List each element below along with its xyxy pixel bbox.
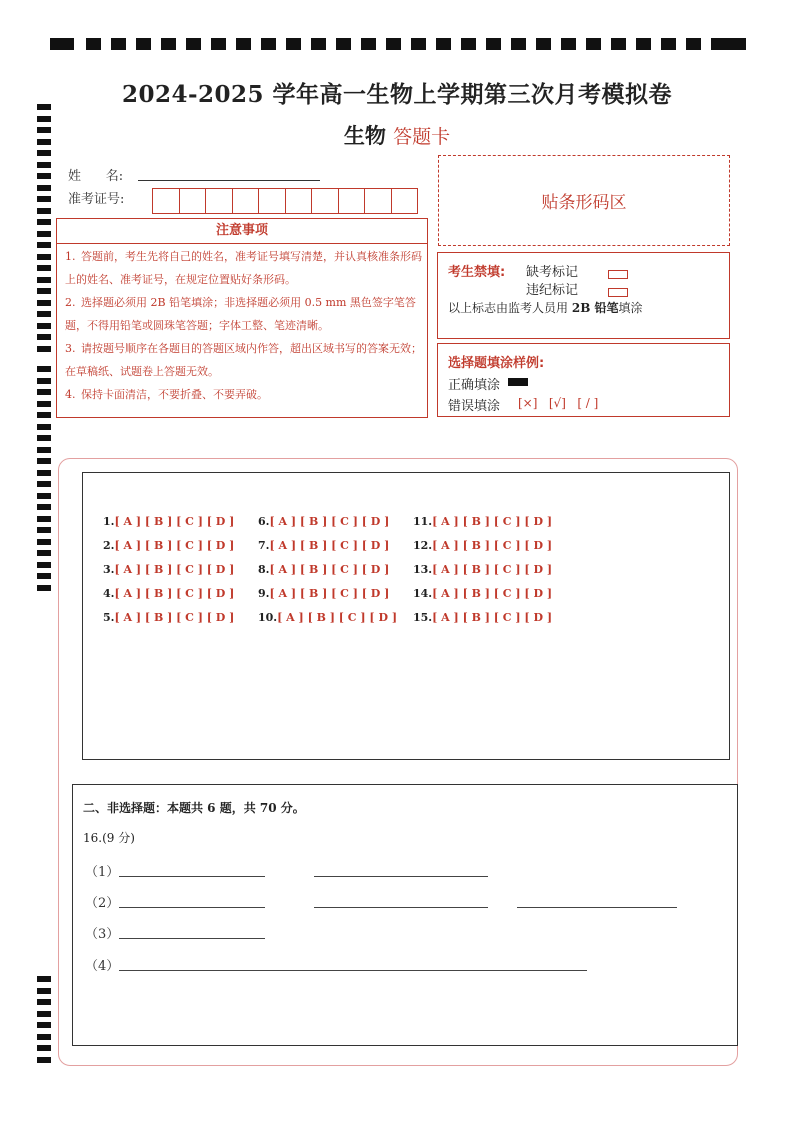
timing-mark bbox=[661, 38, 676, 50]
timing-mark bbox=[37, 527, 51, 533]
timing-mark bbox=[436, 38, 451, 50]
correct-label: 正确填涂 bbox=[448, 378, 501, 393]
timing-mark bbox=[111, 38, 126, 50]
option-bubbles[interactable]: [ A ] [ B ] [ C ] [ D ] bbox=[114, 539, 235, 552]
fill-sample-box bbox=[437, 343, 730, 417]
proctor-label: 考生禁填: bbox=[448, 265, 506, 280]
mcq-item[interactable] bbox=[413, 563, 552, 576]
exam-id-cell[interactable] bbox=[339, 189, 366, 213]
option-bubbles[interactable]: [ A ] [ B ] [ C ] [ D ] bbox=[432, 611, 553, 624]
timing-mark bbox=[37, 424, 51, 430]
absent-mark[interactable] bbox=[608, 270, 628, 279]
part-3-label: （3） bbox=[85, 927, 120, 942]
barcode-label: 贴条形码区 bbox=[541, 193, 627, 213]
notice-heading: 注意事项 bbox=[57, 219, 427, 244]
timing-mark bbox=[37, 976, 51, 982]
option-bubbles[interactable]: [ A ] [ B ] [ C ] [ D ] bbox=[114, 611, 235, 624]
exam-id-cell[interactable] bbox=[259, 189, 286, 213]
timing-mark bbox=[37, 288, 51, 294]
timing-mark bbox=[86, 38, 101, 50]
timing-mark bbox=[37, 173, 51, 179]
timing-mark bbox=[136, 38, 151, 50]
question-number: 10. bbox=[258, 611, 278, 624]
timing-mark bbox=[720, 38, 746, 50]
part-2-label: （2） bbox=[85, 896, 120, 911]
answer-line[interactable] bbox=[314, 907, 488, 908]
timing-mark bbox=[37, 562, 51, 568]
timing-mark bbox=[286, 38, 301, 50]
timing-mark bbox=[37, 162, 51, 168]
exam-id-cell[interactable] bbox=[233, 189, 260, 213]
timing-mark bbox=[37, 1057, 51, 1063]
subject-title bbox=[0, 120, 794, 150]
notice-item-1: 1. 答题前，考生先将自己的姓名，准考证号填写清楚，并认真核准条形码上的姓名、准考证号，在规定位置贴好条形码。 bbox=[65, 250, 422, 286]
option-bubbles[interactable]: [ A ] [ B ] [ C ] [ D ] bbox=[269, 587, 390, 600]
timing-mark bbox=[186, 38, 201, 50]
card-label: 答题卡 bbox=[393, 126, 451, 148]
exam-id-label: 准考证号: bbox=[68, 192, 125, 207]
wrong-fill-samples: [×] [√] [ / ] bbox=[518, 396, 599, 410]
answer-line[interactable] bbox=[314, 876, 488, 877]
page-title: 2024-2025 学年高一生物上学期第三次月考模拟卷 bbox=[121, 81, 673, 108]
timing-mark bbox=[37, 389, 51, 395]
name-label: 姓 名: bbox=[68, 169, 124, 184]
mcq-item[interactable] bbox=[413, 611, 552, 624]
mcq-item[interactable] bbox=[413, 515, 552, 528]
timing-mark bbox=[37, 493, 51, 499]
answer-line[interactable] bbox=[517, 907, 677, 908]
answer-line[interactable] bbox=[119, 876, 265, 877]
mcq-item[interactable] bbox=[103, 587, 234, 600]
mcq-item[interactable] bbox=[413, 539, 552, 552]
option-bubbles[interactable]: [ A ] [ B ] [ C ] [ D ] bbox=[114, 563, 235, 576]
timing-mark bbox=[50, 38, 74, 50]
question-16-label: 16.(9 分) bbox=[83, 831, 135, 845]
timing-mark bbox=[586, 38, 601, 50]
timing-mark bbox=[37, 1034, 51, 1040]
subject-name: 生物 bbox=[343, 123, 386, 148]
timing-mark bbox=[37, 346, 51, 352]
timing-mark bbox=[37, 300, 51, 306]
option-bubbles[interactable]: [ A ] [ B ] [ C ] [ D ] bbox=[114, 587, 235, 600]
option-bubbles[interactable]: [ A ] [ B ] [ C ] [ D ] bbox=[432, 563, 553, 576]
timing-mark bbox=[37, 378, 51, 384]
timing-mark bbox=[37, 550, 51, 556]
timing-mark bbox=[37, 435, 51, 441]
sample-title: 选择题填涂样例: bbox=[448, 356, 545, 371]
part-1-label: （1） bbox=[85, 865, 120, 880]
option-bubbles[interactable]: [ A ] [ B ] [ C ] [ D ] bbox=[432, 515, 553, 528]
proctor-note: 以上标志由监考人员用 2B 铅笔填涂 bbox=[448, 301, 643, 315]
timing-mark bbox=[37, 539, 51, 545]
question-number: 6. bbox=[258, 515, 270, 528]
timing-mark bbox=[37, 219, 51, 225]
name-field[interactable] bbox=[138, 180, 320, 181]
violation-label: 违纪标记 bbox=[526, 283, 579, 298]
question-number: 9. bbox=[258, 587, 270, 600]
timing-mark bbox=[561, 38, 576, 50]
mcq-item[interactable] bbox=[258, 563, 389, 576]
option-bubbles[interactable]: [ A ] [ B ] [ C ] [ D ] bbox=[114, 515, 235, 528]
timing-mark bbox=[37, 254, 51, 260]
exam-id-cell[interactable] bbox=[392, 189, 418, 213]
barcode-area bbox=[438, 155, 730, 246]
question-number: 15. bbox=[413, 611, 433, 624]
top-timing-marks bbox=[50, 38, 746, 52]
question-number: 3. bbox=[103, 563, 115, 576]
timing-mark bbox=[636, 38, 651, 50]
timing-mark bbox=[311, 38, 326, 50]
mcq-item[interactable] bbox=[258, 515, 389, 528]
timing-mark bbox=[686, 38, 701, 50]
timing-mark bbox=[37, 412, 51, 418]
timing-mark bbox=[161, 38, 176, 50]
exam-id-cell[interactable] bbox=[206, 189, 233, 213]
question-number: 11. bbox=[413, 515, 433, 528]
answer-line[interactable] bbox=[119, 907, 265, 908]
mcq-item[interactable] bbox=[258, 587, 389, 600]
non-choice-section bbox=[72, 784, 738, 1046]
mcq-item[interactable] bbox=[103, 563, 234, 576]
exam-id-cell[interactable] bbox=[180, 189, 207, 213]
answer-line[interactable] bbox=[119, 970, 587, 971]
timing-mark bbox=[37, 242, 51, 248]
correct-fill-sample bbox=[508, 378, 528, 386]
timing-mark bbox=[37, 458, 51, 464]
question-number: 2. bbox=[103, 539, 115, 552]
timing-mark bbox=[37, 573, 51, 579]
timing-mark bbox=[37, 277, 51, 283]
exam-id-cell[interactable] bbox=[312, 189, 339, 213]
exam-id-boxes[interactable] bbox=[152, 188, 418, 214]
question-number: 7. bbox=[258, 539, 270, 552]
question-number: 4. bbox=[103, 587, 115, 600]
proctor-only-box bbox=[437, 252, 730, 339]
timing-mark bbox=[37, 481, 51, 487]
option-bubbles[interactable]: [ A ] [ B ] [ C ] [ D ] bbox=[269, 563, 390, 576]
exam-id-cell[interactable] bbox=[153, 189, 180, 213]
timing-mark bbox=[37, 1022, 51, 1028]
exam-id-cell[interactable] bbox=[365, 189, 392, 213]
option-bubbles[interactable]: [ A ] [ B ] [ C ] [ D ] bbox=[432, 539, 553, 552]
timing-mark bbox=[37, 323, 51, 329]
timing-mark bbox=[37, 208, 51, 214]
timing-mark bbox=[37, 516, 51, 522]
timing-mark bbox=[37, 988, 51, 994]
timing-mark bbox=[486, 38, 501, 50]
notice-item-4: 4. 保持卡面清洁，不要折叠、不要弄破。 bbox=[65, 388, 268, 401]
timing-mark bbox=[511, 38, 526, 50]
mcq-item[interactable] bbox=[103, 515, 234, 528]
mcq-item[interactable] bbox=[103, 539, 234, 552]
timing-mark bbox=[37, 196, 51, 202]
absent-label: 缺考标记 bbox=[526, 265, 579, 280]
question-number: 8. bbox=[258, 563, 270, 576]
timing-mark bbox=[37, 504, 51, 510]
option-bubbles[interactable]: [ A ] [ B ] [ C ] [ D ] bbox=[277, 611, 398, 624]
timing-mark bbox=[37, 150, 51, 156]
notice-item-3: 3. 请按题号顺序在各题目的答题区域内作答，超出区域书写的答案无效；在草稿纸、试题卷上答题无效。 bbox=[65, 342, 422, 378]
timing-mark bbox=[386, 38, 401, 50]
option-bubbles[interactable]: [ A ] [ B ] [ C ] [ D ] bbox=[269, 539, 390, 552]
option-bubbles[interactable]: [ A ] [ B ] [ C ] [ D ] bbox=[432, 587, 553, 600]
timing-mark bbox=[461, 38, 476, 50]
timing-mark bbox=[411, 38, 426, 50]
timing-mark bbox=[211, 38, 226, 50]
notice-item-2: 2. 选择题必须用 2B 铅笔填涂；非选择题必须用 0.5 mm 黑色签字笔答题，不得用铅笔或圆珠笔答题；字体工整、笔迹清晰。 bbox=[65, 296, 416, 332]
question-number: 12. bbox=[413, 539, 433, 552]
timing-mark bbox=[37, 265, 51, 271]
multiple-choice-box bbox=[82, 472, 730, 760]
timing-mark bbox=[37, 401, 51, 407]
timing-mark bbox=[336, 38, 351, 50]
wrong-label: 错误填涂 bbox=[448, 399, 501, 414]
timing-mark bbox=[37, 999, 51, 1005]
section2-heading: 二、非选择题：本题共 6 题，共 70 分。 bbox=[83, 801, 305, 815]
question-number: 14. bbox=[413, 587, 433, 600]
timing-mark bbox=[37, 470, 51, 476]
timing-mark bbox=[37, 1011, 51, 1017]
exam-id-cell[interactable] bbox=[286, 189, 313, 213]
mcq-item[interactable] bbox=[103, 611, 234, 624]
mcq-item[interactable] bbox=[258, 539, 389, 552]
part-4-label: （4） bbox=[85, 959, 120, 974]
timing-mark bbox=[37, 311, 51, 317]
timing-mark bbox=[536, 38, 551, 50]
timing-mark bbox=[37, 334, 51, 340]
timing-mark bbox=[261, 38, 276, 50]
question-number: 5. bbox=[103, 611, 115, 624]
option-bubbles[interactable]: [ A ] [ B ] [ C ] [ D ] bbox=[269, 515, 390, 528]
timing-mark bbox=[37, 585, 51, 591]
timing-mark bbox=[236, 38, 251, 50]
timing-mark bbox=[611, 38, 626, 50]
timing-mark bbox=[361, 38, 376, 50]
question-number: 1. bbox=[103, 515, 115, 528]
notice-box bbox=[56, 218, 428, 418]
timing-mark bbox=[37, 1045, 51, 1051]
answer-line[interactable] bbox=[119, 938, 265, 939]
mcq-item[interactable] bbox=[258, 611, 397, 624]
timing-mark bbox=[37, 447, 51, 453]
timing-mark bbox=[37, 231, 51, 237]
question-number: 13. bbox=[413, 563, 433, 576]
violation-mark[interactable] bbox=[608, 288, 628, 297]
timing-mark bbox=[37, 185, 51, 191]
timing-mark bbox=[37, 366, 51, 372]
mcq-item[interactable] bbox=[413, 587, 552, 600]
